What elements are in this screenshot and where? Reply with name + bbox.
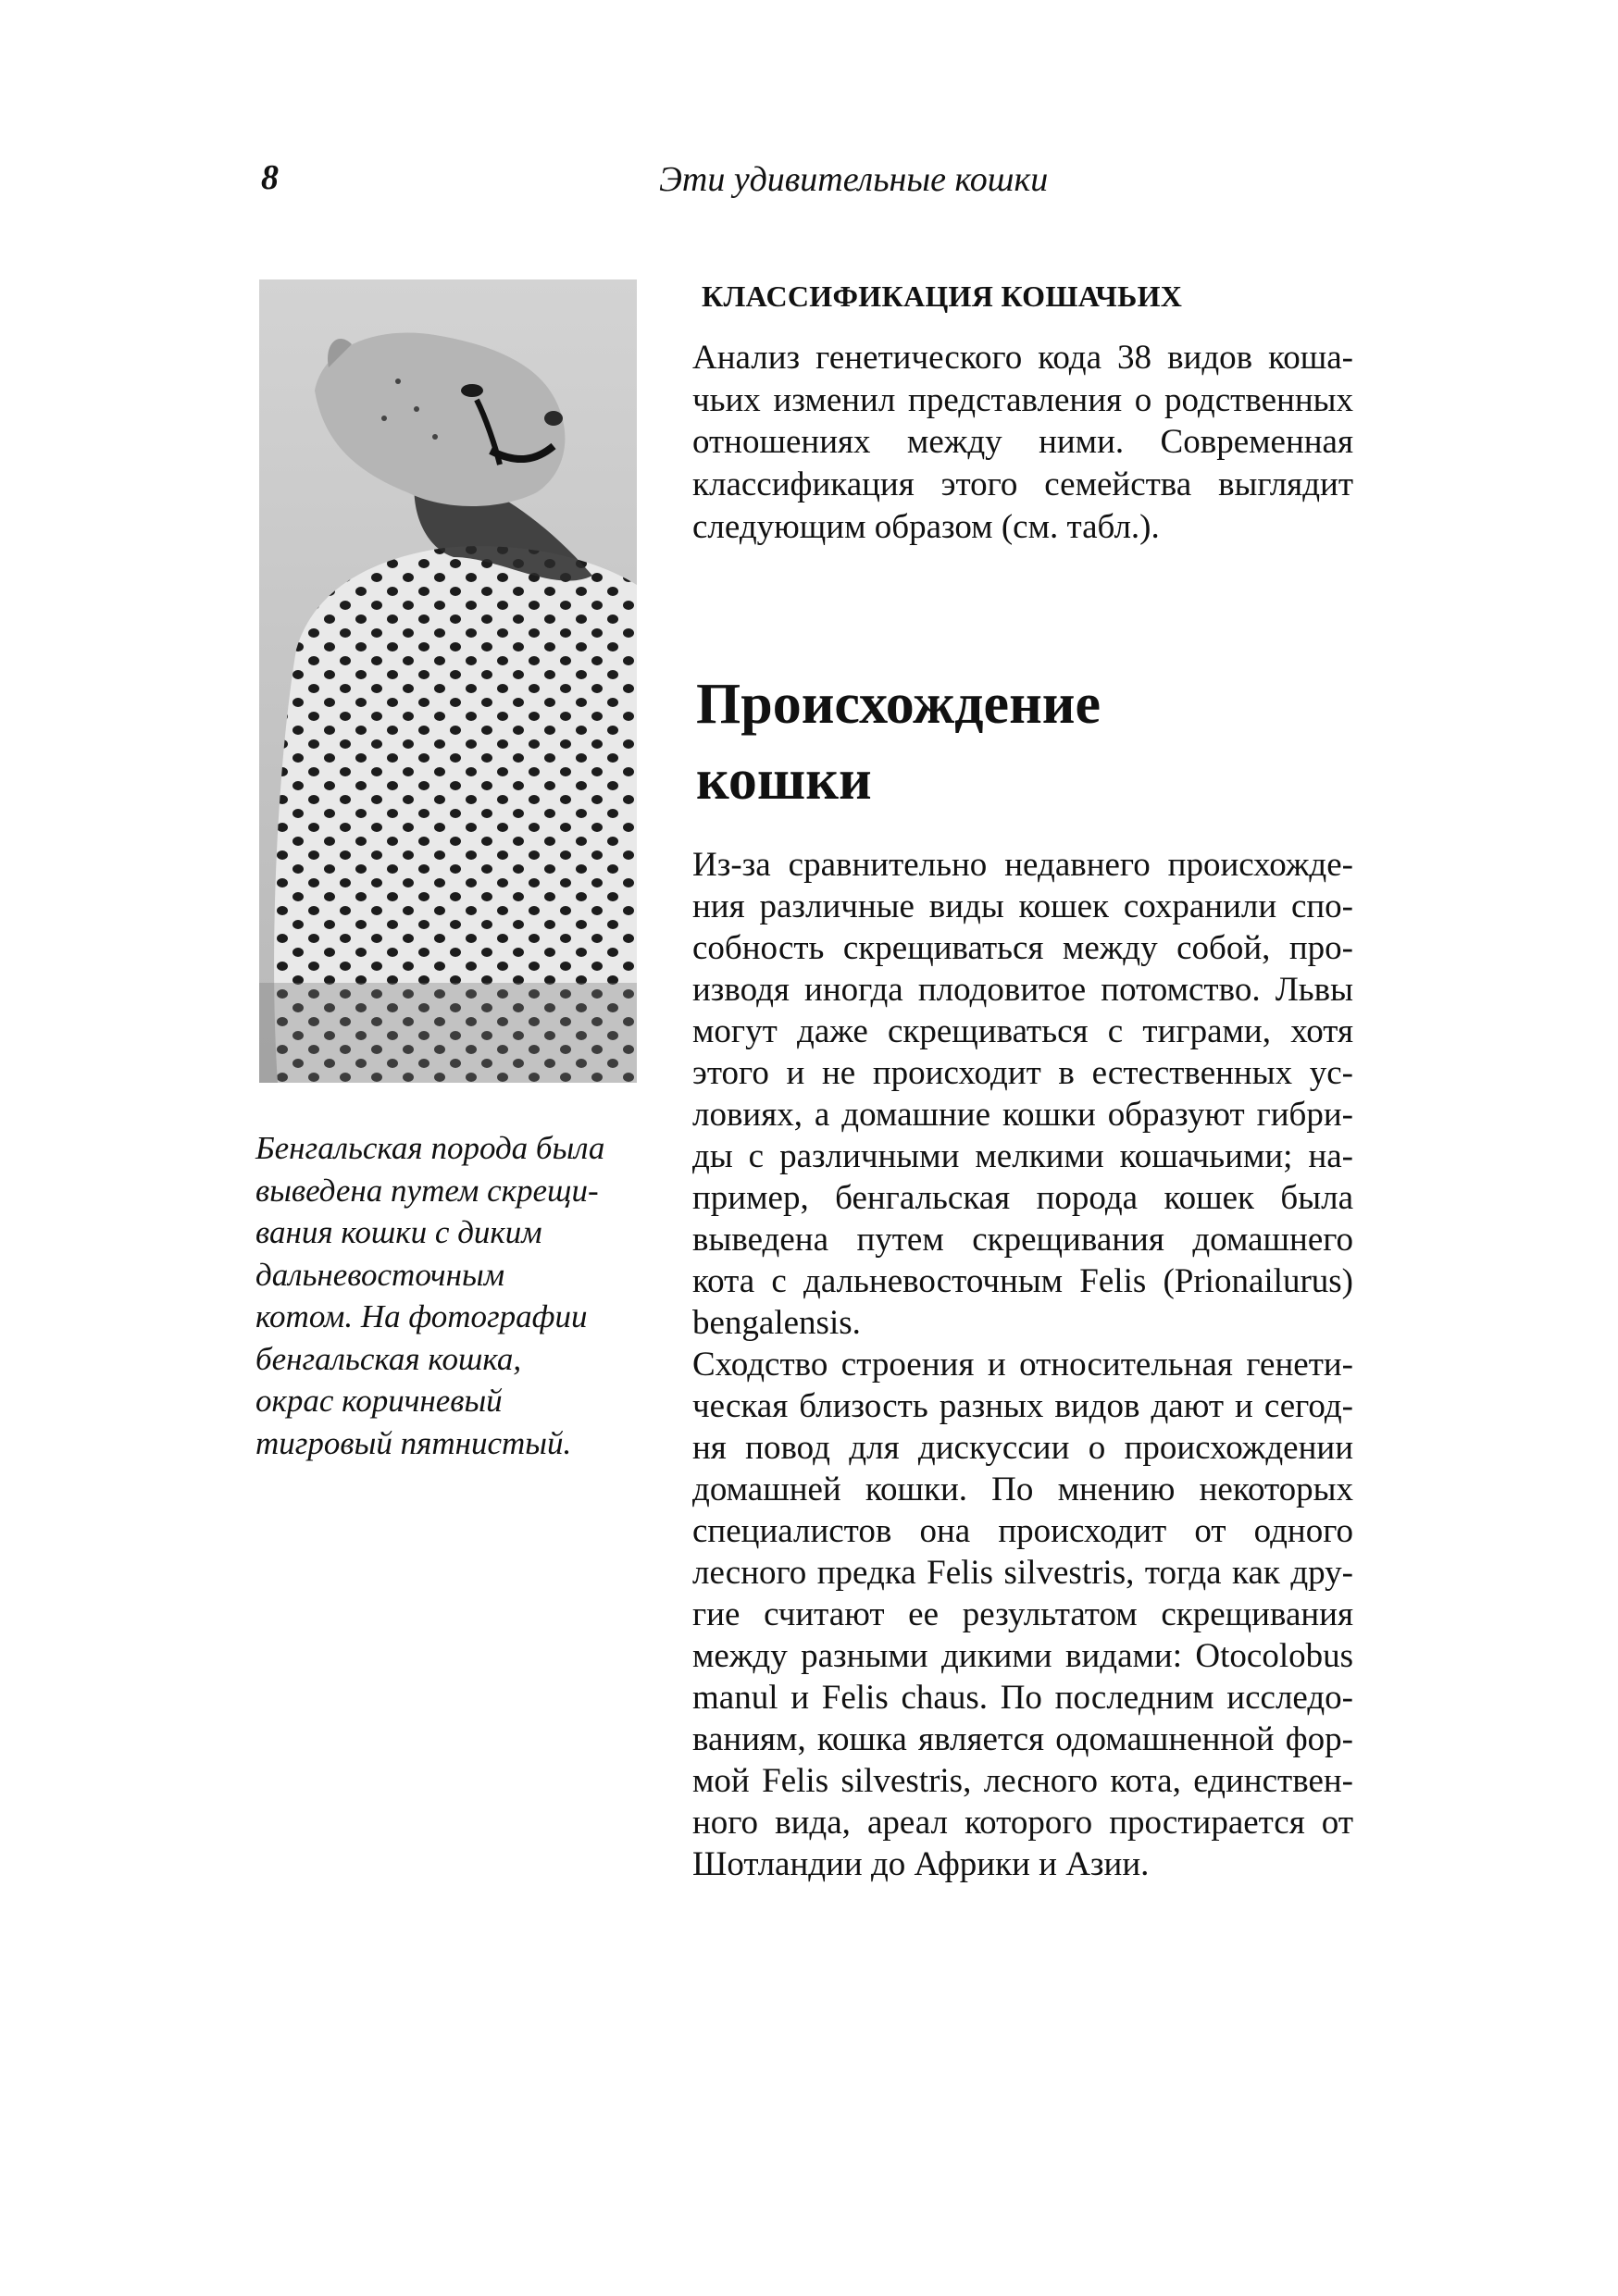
caption-line: тигровый пятнистый.	[255, 1424, 572, 1461]
text-line: специалистов она происходит от одного	[692, 1512, 1353, 1550]
text-line: могут даже скрещиваться с тиграми, хотя	[692, 1012, 1353, 1050]
text-line: лесного предка Felis silvestris, тогда как дру-	[692, 1554, 1353, 1592]
text-line: пример, бенгальская порода кошек была	[692, 1179, 1353, 1217]
cat-illustration	[259, 279, 637, 1083]
text-line: ня повод для дискуссии о происхождении	[692, 1429, 1353, 1467]
text-line: кота с дальневосточным Felis (Prionailurus)	[692, 1262, 1353, 1300]
cat-photo	[259, 279, 637, 1083]
text-line: Шотландии до Африки и Азии.	[692, 1845, 1150, 1883]
heading-line: Происхождение	[696, 673, 1101, 736]
caption-line: дальневосточным	[255, 1256, 505, 1293]
text-line: manul и Felis chaus. По последним исследо-	[692, 1679, 1353, 1717]
text-line: собность скрещиваться между собой, про-	[692, 929, 1353, 967]
text-line: мой Felis silvestris, лесного кота, единствен-	[692, 1762, 1353, 1800]
caption-line: окрас коричневый	[255, 1383, 503, 1419]
paragraph-2	[692, 1344, 1353, 1885]
caption-line: Бенгальская порода была	[255, 1130, 605, 1166]
text-line: следующим образом (см. табл.).	[692, 507, 1160, 546]
section-heading	[696, 666, 1101, 818]
text-line: ловиях, а домашние кошки образуют гибри-	[692, 1096, 1353, 1134]
photo-caption	[255, 1127, 644, 1464]
text-line: этого и не происходит в естественных ус-	[692, 1054, 1353, 1092]
running-title: Эти удивительные кошки	[659, 160, 1049, 199]
text-line: bengalensis.	[692, 1304, 861, 1342]
text-line: ческая близость разных видов дают и сегод-	[692, 1387, 1353, 1425]
text-line: Из-за сравнительно недавнего происхожде-	[692, 846, 1353, 884]
text-line: ды с различными мелкими кошачьими; на-	[692, 1137, 1353, 1175]
text-line: ваниям, кошка является одомашненной фор-	[692, 1720, 1353, 1758]
text-line: между разными дикими видами: Otocolobus	[692, 1637, 1353, 1675]
caption-line: котом. На фотографии	[255, 1298, 588, 1334]
heading-line: кошки	[696, 749, 872, 812]
sidebar-title: КЛАССИФИКАЦИЯ КОШАЧЬИХ	[702, 279, 1183, 313]
text-line: домашней кошки. По мнению некоторых	[692, 1471, 1353, 1508]
caption-line: вания кошки с диким	[255, 1214, 542, 1250]
page-number: 8	[261, 158, 279, 197]
text-line: Анализ генетического кода 38 видов коша-	[692, 339, 1353, 377]
caption-line: бенгальская кошка,	[255, 1340, 522, 1377]
paragraph-1	[692, 844, 1353, 1344]
sidebar-text	[692, 337, 1353, 548]
text-line: изводя иногда плодовитое потомство. Львы	[692, 971, 1353, 1009]
text-line: чьих изменил представления о родственных	[692, 380, 1353, 419]
text-line: выведена путем скрещивания домашнего	[692, 1221, 1353, 1259]
text-line: отношениях между ними. Современная	[692, 423, 1353, 462]
text-line: ного вида, ареал которого простирается от	[692, 1804, 1353, 1842]
caption-line: выведена путем скрещи-	[255, 1172, 599, 1209]
text-line: Сходство строения и относительная генети-	[692, 1346, 1353, 1384]
text-line: гие считают ее результатом скрещивания	[692, 1595, 1353, 1633]
text-line: ния различные виды кошек сохранили спо-	[692, 887, 1353, 925]
text-line: классификация этого семейства выглядит	[692, 465, 1353, 504]
